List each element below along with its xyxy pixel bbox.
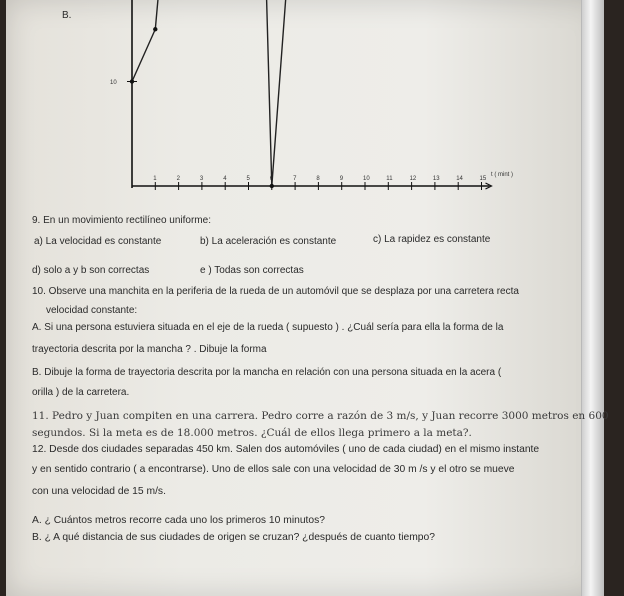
x-tick-label: 7 [293,176,297,182]
data-point [270,184,274,188]
x-tick-label: 13 [432,176,440,182]
q9-option-e: e ) Todas son correctas [200,265,304,276]
x-tick-label: 12 [409,176,417,182]
chart-series [130,0,484,188]
data-point [130,79,134,83]
x-tick-label: 11 [386,176,393,182]
q10-line1: 10. Observe una manchita en la periferia de la rueda de un automóvil que se desplaza por una carretera recta [32,286,519,297]
position-time-chart [0,0,624,210]
x-tick-label: 14 [456,176,463,182]
q11-line1: 11. Pedro y Juan compiten en una carrera. Pedro corre a razón de 3 m/s, y Juan recorre 3000 metros en 600 [32,410,609,422]
q10-partB-line1: B. Dibuje la forma de trayectoria descrita por la mancha en relación con una persona situada en la acera ( [32,367,502,378]
x-tick-label: 2 [176,176,180,182]
chart-ticks [110,0,487,190]
q10-partA-line1: A. Si una persona estuviera situada en el eje de la rueda ( supuesto ) . ¿Cuál sería para ella la forma de la [32,322,504,333]
q9-option-b: b) La aceleración es constante [200,236,337,247]
q10-line2: velocidad constante: [46,305,138,316]
q9-option-a: a) La velocidad es constante [34,236,162,247]
x-tick-label: 1 [153,176,157,182]
data-point [153,27,157,31]
y-tick-label: 10 [110,80,117,86]
x-tick-label: 5 [246,176,250,182]
x-tick-label: 9 [339,176,344,182]
q11-line2: segundos. Si la meta es de 18.000 metros. ¿Cuál de ellos llega primero a la meta?. [32,427,472,439]
q12-partB: B. ¿ A qué distancia de sus ciudades de origen se cruzan? ¿después de cuanto tiempo? [32,532,435,543]
x-tick-label: 10 [363,176,370,182]
x-tick-label: 4 [223,176,227,182]
chart-axes [129,0,492,189]
x-tick-label: 3 [199,176,204,182]
q9-title: 9. En un movimiento rectilíneo uniforme: [32,215,211,226]
q10-partB-line2: orilla ) de la carretera. [32,387,130,398]
q9-option-d: d) solo a y b son correctas [32,265,150,276]
q12-partA: A. ¿ Cuántos metros recorre cada uno los primeros 10 minutos? [32,515,326,526]
q12-line3: con una velocidad de 15 m/s. [32,486,166,497]
series-line [132,0,482,186]
x-tick-label: 6 [269,176,274,182]
x-axis-label: t ( mint ) [491,172,513,178]
section-letter: B. [62,10,72,21]
x-tick-label: 15 [479,176,487,182]
q10-partA-line2: trayectoria descrita por la mancha ? . Dibuje la forma [32,344,267,355]
q12-line2: y en sentido contrario ( a encontrarse). Uno de ellos sale con una velocidad de 30 m /s y el otro se mueve [32,464,515,475]
q9-option-c: c) La rapidez es constante [373,234,491,245]
x-tick-label: 8 [316,176,320,182]
q12-line1: 12. Desde dos ciudades separadas 450 km. Salen dos automóviles ( uno de cada ciudad) en el mismo instante [32,444,540,455]
